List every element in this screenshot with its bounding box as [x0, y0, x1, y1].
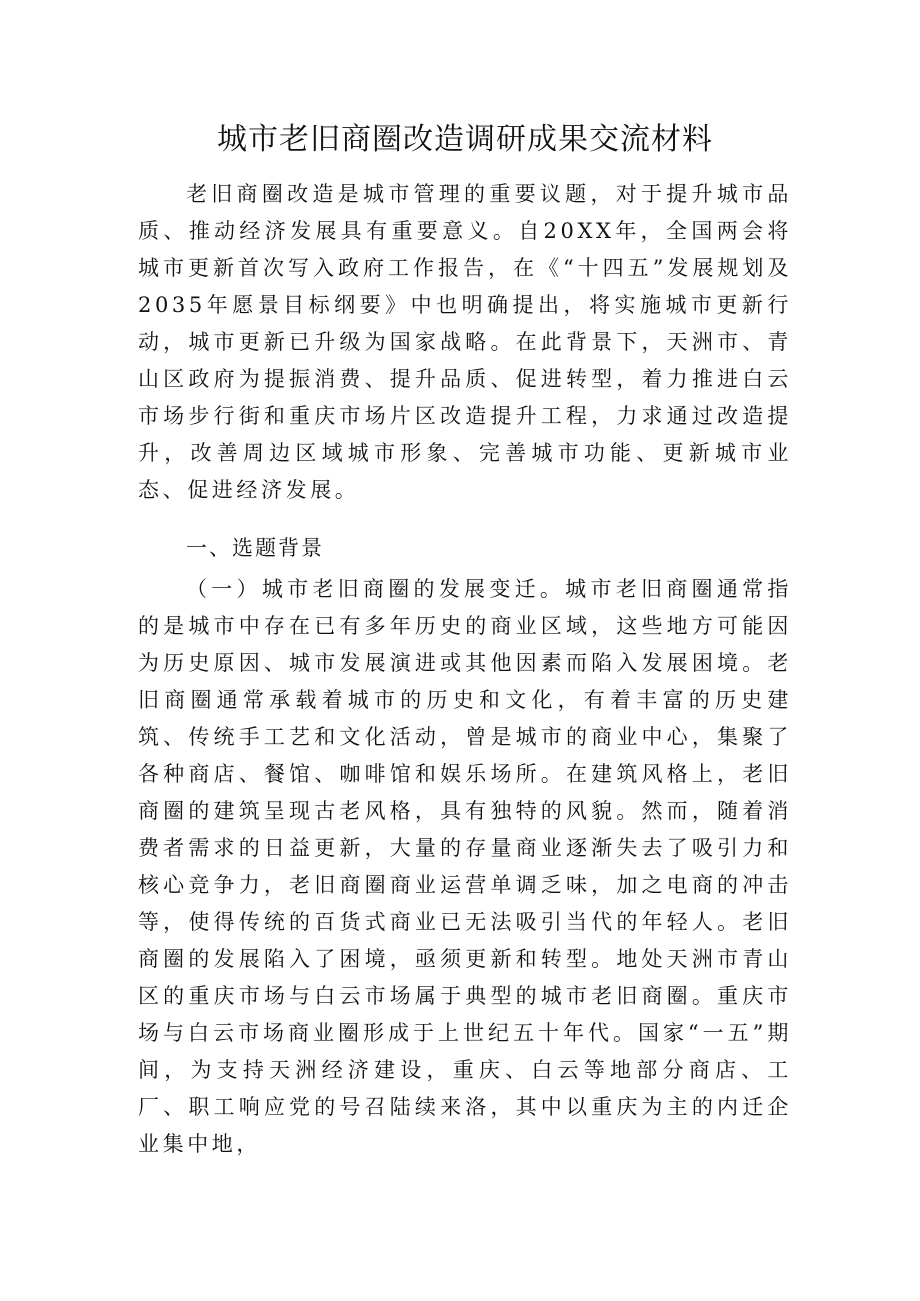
section-heading: 一、选题背景 — [186, 536, 324, 560]
body-paragraph: （一）城市老旧商圈的发展变迁。城市老旧商圈通常指的是城市中存在已有多年历史的商业区域，这些地方可能因为历史原因、城市发展演进或其他因素而陷入发展困境。老旧商圈通常承载着城市的历史和文化，有着丰富的历史建筑、传统手工艺和文化活动，曾是城市的商业中心，集聚了各种商店、餐馆、咖啡馆和娱乐场所。在建筑风格上，老旧商圈的建筑呈现古老风格，具有独特的风貌。然而，随着消费者需求的日益更新，大量的存量商业逐渐失去了吸引力和核心竞争力，老旧商圈商业运营单调乏味，加之电商的冲击等，使得传统的百货式商业已无法吸引当代的年轻人。老旧商圈的发展陷入了困境，亟须更新和转型。地处天洲市青山区的重庆市场与白云市场属于典型的城市老旧商圈。重庆市场与白云市场商业圈形成于上世纪五十年代。国家“一五”期间，为支持天洲经济建设，重庆、白云等地部分商店、工厂、职工响应党的号召陆续来洛，其中以重庆为主的内迁企业集中地， — [138, 577, 792, 1156]
intro-paragraph: 老旧商圈改造是城市管理的重要议题，对于提升城市品质、推动经济发展具有重要意义。自20XX年，全国两会将城市更新首次写入政府工作报告，在《“十四五”发展规划及2035年愿景目标纲要》中也明确提出，将实施城市更新行动，城市更新已升级为国家战略。在此背景下，天洲市、青山区政府为提振消费、提升品质、促进转型，着力推进白云市场步行街和重庆市场片区改造提升工程，力求通过改造提升，改善周边区域城市形象、完善城市功能、更新城市业态、促进经济发展。 — [138, 182, 792, 502]
document-title: 城市老旧商圈改造调研成果交流材料 — [217, 122, 713, 157]
